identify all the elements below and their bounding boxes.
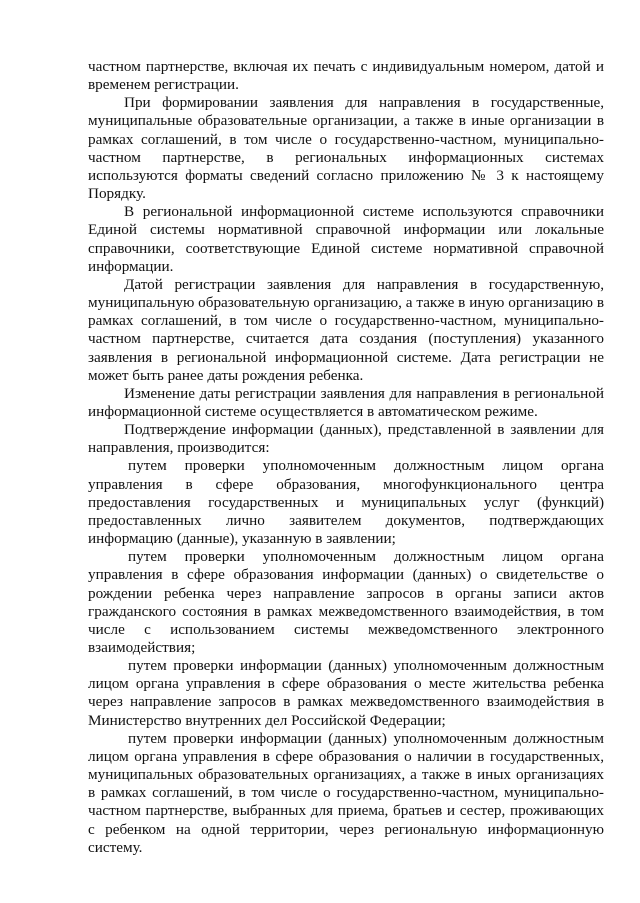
paragraph-check-birth-certificate: путем проверки уполномоченным должностным лицом органа управления в сфере образования информации (данных) о свидетельстве о рождении ребенка через направление запросов в органы записи актов гражданского состояния в рамках межведомственного взаимодействия, в том числе с использованием системы межведомственного электронного взаимодействия; [88,548,604,656]
paragraph-check-documents: путем проверки уполномоченным должностным лицом органа управления в сфере образования, многофункционального центра предоставления государственных и муниципальных услуг (функций) предоставленных лично заявителем документов, подтверждающих информацию (данные), указанную в заявлении; [88,457,604,548]
paragraph-registration-print: частном партнерстве, включая их печать с индивидуальным номером, датой и временем регистрации. [88,58,604,94]
paragraph-check-siblings: путем проверки информации (данных) уполномоченным должностным лицом органа управления в сфере образования о наличии в государственных, муниципальных образовательных организациях, а также в иных организациях в рамках соглашений, в том числе о государственно-частном, муниципально-частном партнерстве, выбранных для приема, братьев и сестер, проживающих с ребенком на одной территории, через региональную информационную систему. [88,729,604,856]
document-page [88,58,604,857]
paragraph-registration-date: Датой регистрации заявления для направления в государственную, муниципальную образовательную организацию, а также в иную организацию в рамках соглашений, в том числе о государственно-частном, муниципально-частном партнерстве, считается дата создания (поступления) указанного заявления в региональной информационной системе. Дата регистрации не может быть ранее даты рождения ребенка. [88,275,604,384]
paragraph-confirmation-intro: Подтверждение информации (данных), представленной в заявлении для направления, производится: [88,421,604,457]
paragraph-reference-books: В региональной информационной системе используются справочники Единой системы нормативной справочной информации или локальные справочники, соответствующие Единой системе нормативной справочной информации. [88,203,604,275]
paragraph-application-formats: При формировании заявления для направления в государственные, муниципальные образовательные организации, а также в иные организации в рамках соглашений, в том числе о государственно-частном, муниципально-частном партнерстве, в региональных информационных системах используются форматы сведений согласно приложению № 3 к настоящему Порядку. [88,94,604,203]
paragraph-date-change: Изменение даты регистрации заявления для направления в региональной информационной системе осуществляется в автоматическом режиме. [88,384,604,420]
paragraph-check-residence: путем проверки информации (данных) уполномоченным должностным лицом органа управления в сфере образования о месте жительства ребенка через направление запросов в рамках межведомственного взаимодействия в Министерство внутренних дел Российской Федерации; [88,657,604,729]
